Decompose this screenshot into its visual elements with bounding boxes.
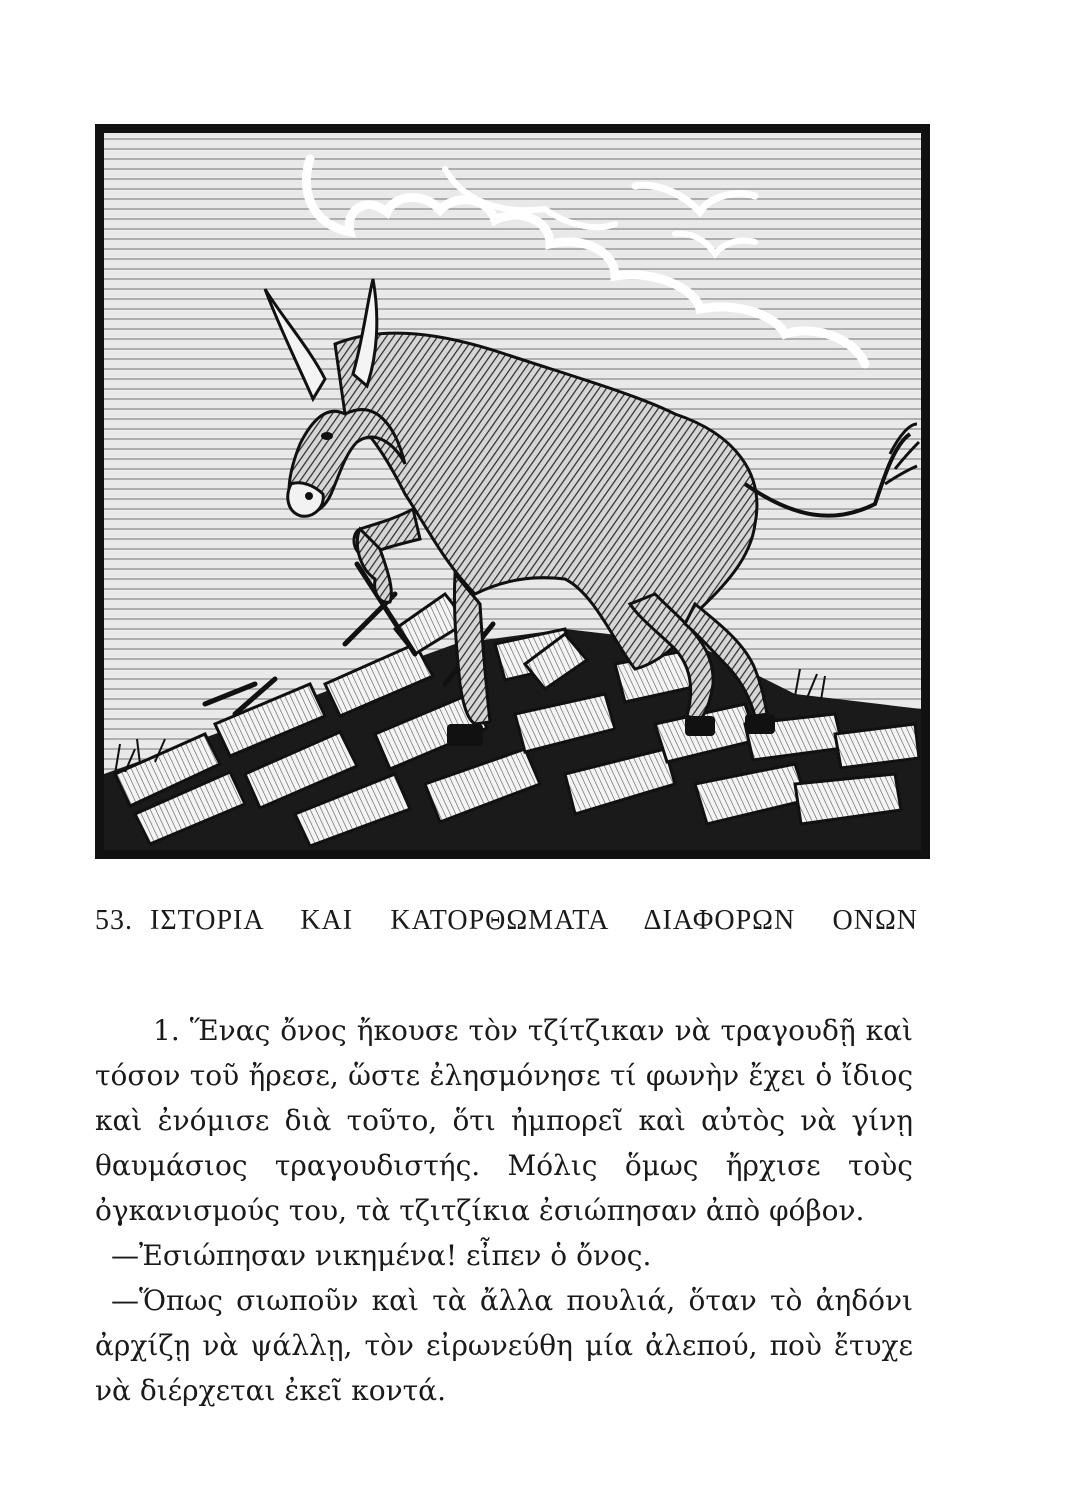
chapter-title: ΙΣΤΟΡΙΑ ΚΑΙ ΚΑΤΟΡΘΩΜΑΤΑ ΔΙΑΦΟΡΩΝ ΟΝΩΝ <box>150 905 918 936</box>
story-dialogue-line: —Ὅπως σιωποῦν καὶ τὰ ἄλλα πουλιά, ὅταν τὸ ἀηδόνι ἀρχίζῃ νὰ ψάλλῃ, τὸν εἰρωνεύθη μία ἀλεπού, ποὺ ἔτυχε νὰ διέρχεται ἐκεῖ κοντά. <box>95 1284 913 1407</box>
story-paragraph: 1. Ἕνας ὄνος ἤκουσε τὸν τζίτζικαν νὰ τραγουδῇ καὶ τόσον τοῦ ἤρεσε, ὥστε ἐλησμόνησε τί φωνὴν ἔχει ὁ ἴδιος καὶ ἐνόμισε διὰ τοῦτο, ὅτι ἠμπορεῖ καὶ αὐτὸς νὰ γίνῃ θαυμάσιος τραγουδιστής. Μόλις ὅμως ἤρχισε τοὺς ὀγκανισμούς του, τὰ τζιτζίκια ἐσιώπησαν ἀπὸ φόβον. <box>95 1014 913 1227</box>
chapter-number: 53. <box>95 905 133 936</box>
story-dialogue-line: —Ἐσιώπησαν νικημένα! εἶπεν ὁ ὄνος. <box>111 1239 652 1272</box>
donkey-on-roof-illustration-icon <box>95 124 930 859</box>
story-text <box>95 1008 913 1413</box>
